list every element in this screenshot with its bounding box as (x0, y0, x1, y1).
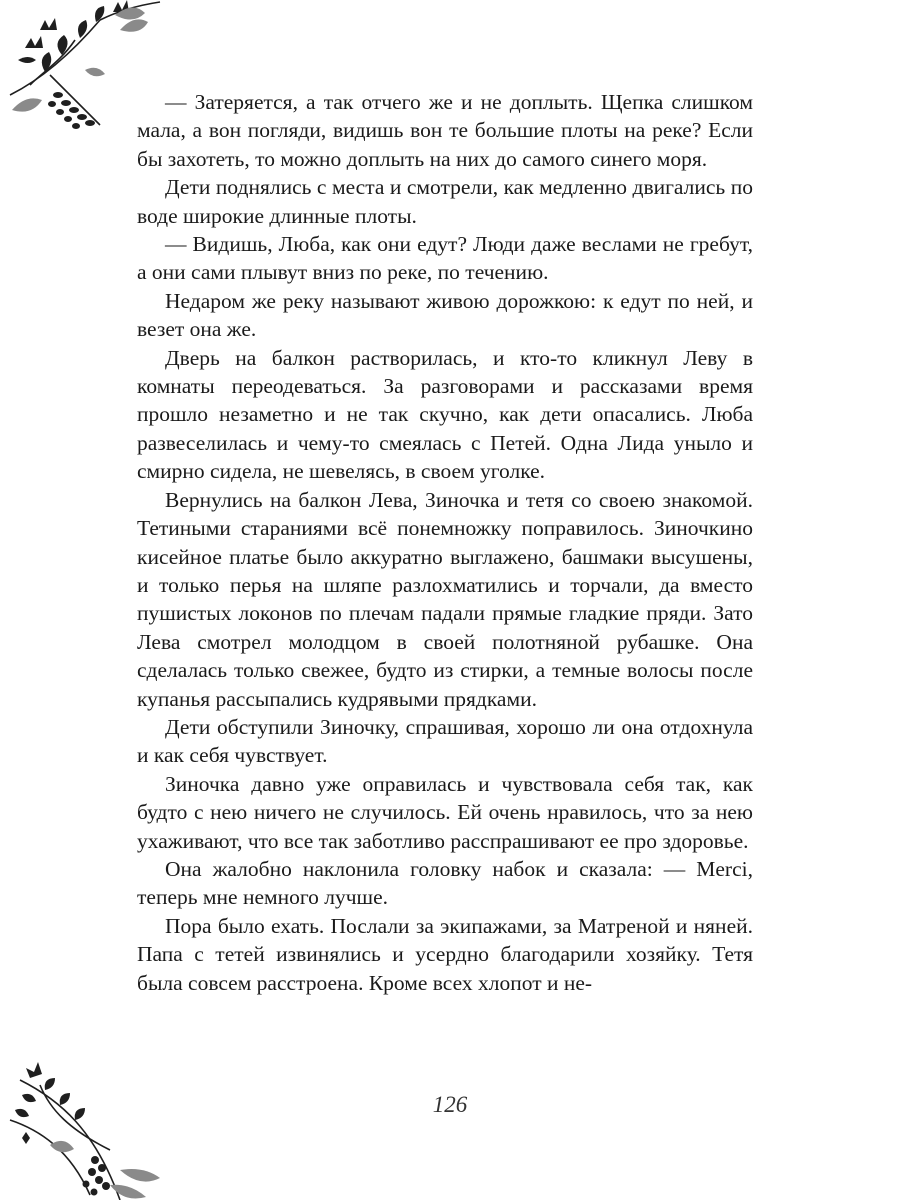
paragraph: Дети обступили Зиночку, спрашивая, хорошо ли она отдохнула и как себя чувствует. (137, 714, 753, 768)
paragraph: — Видишь, Люба, как они едут? Люди даже веслами не гребут, а они сами плывут вниз по реке, по течению. (137, 232, 753, 285)
paragraph: Дверь на балкон растворилась, и кто-то кликнул Леву в комнаты переодеваться. За разговорами и рассказами время прошло незаметно и не так скучно, как дети опасались. Люба развеселилась и чему-то смеялась с Петей. Одна Лида уныло и смирно сидела, не шевелясь, в своем уголке. (137, 345, 753, 484)
paragraph: Она жалобно наклонила головку набок и сказала: — Merci, теперь мне немного лучше. (137, 856, 753, 910)
body-text (137, 88, 753, 997)
paragraph: Недаром же реку называют живою дорожкою: к едут по ней, и везет она же. (137, 288, 753, 342)
paragraph: — Затеряется, а так отчего же и не доплыть. Щепка слишком мала, а вон погляди, видишь вон те большие плоты на реке? Если бы захотеть, то можно доплыть на них до самого синего моря. (137, 90, 753, 171)
paragraph: Зиночка давно уже оправилась и чувствовала себя так, как будто с нею ничего не случилось. Ей очень нравилось, что за нею ухаживают, что все так заботливо расспрашивают ее про здоровье. (137, 771, 753, 853)
floral-ornament-bottom-icon (0, 1060, 170, 1200)
paragraph: Пора было ехать. Послали за экипажами, за Матреной и няней. Папа с тетей извинялись и усердно благодарили хозяйку. Тетя была совсем расстроена. Кроме всех хлопот и не- (137, 913, 753, 995)
paragraph: Вернулись на балкон Лева, Зиночка и тетя со своею знакомой. Тетиными стараниями всё понемножку поправилось. Зиночкино кисейное платье было аккуратно выглажено, башмаки высушены, и только перья на шляпе разлохматились и торчали, да вместо пушистых локонов по плечам падали прямые гладкие пряди. Зато Лева смотрел молодцом в своей полотняной рубашке. Она сделалась только свежее, будто из стирки, а темные волосы после купанья рассыпались кудрявыми прядками. (137, 487, 753, 711)
page-number: 126 (432, 1092, 468, 1117)
paragraph: Дети поднялись с места и смотрели, как медленно двигались по воде широкие длинные плоты. (137, 175, 753, 228)
